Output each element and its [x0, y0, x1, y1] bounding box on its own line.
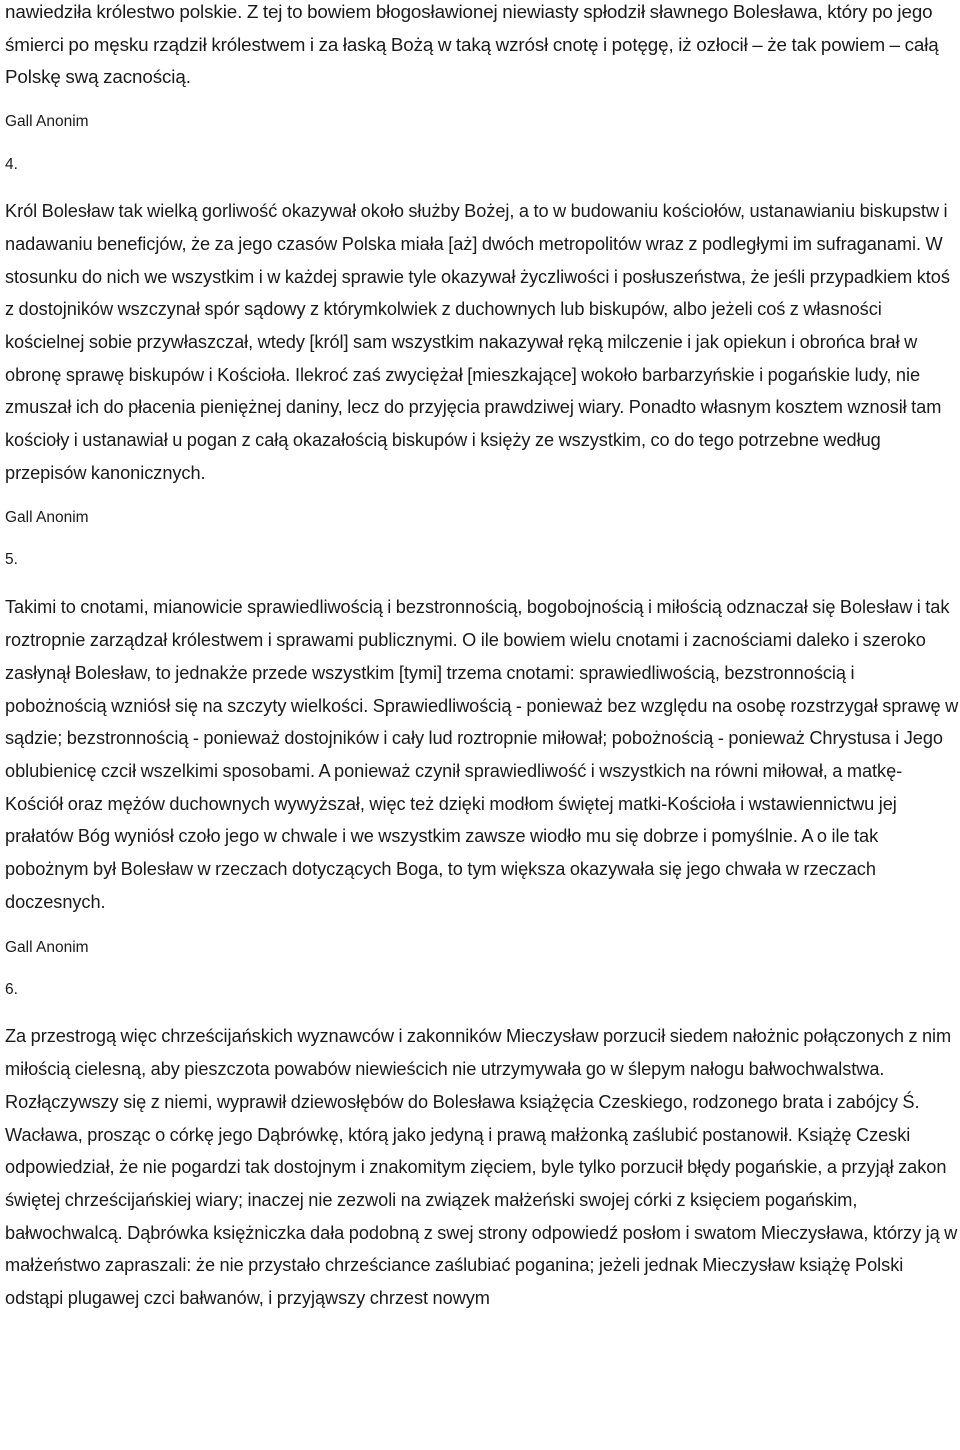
section-3-text: nawiedziła królestwo polskie. Z tej to bowiem błogosławionej niewiasty spłodził sławnego Bolesława, który po jego śmierci po męsku rządził królestwem i za łaską Bożą w taką wzrósł cnotę i potęgę, iż ozłocił – że tak powiem – całą Polskę swą zacnością. — [5, 1, 939, 88]
section-4-number: 4. — [5, 156, 18, 174]
section-4-author: Gall Anonim — [5, 509, 89, 527]
document-page — [5, 0, 960, 1315]
section-6-number: 6. — [5, 981, 18, 999]
section-5-author: Gall Anonim — [5, 939, 89, 957]
section-5-number: 5. — [5, 551, 18, 569]
section-4-text: Król Bolesław tak wielką gorliwość okazywał około służby Bożej, a to w budowaniu kościołów, ustanawianiu biskupstw i nadawaniu beneficjów, że za jego czasów Polska miała [aż] dwóch metropolitów wraz z podległymi im sufraganami. W stosunku do nich we wszystkim i w każdej sprawie tyle okazywał życzliwości i posłuszeństwa, że jeśli przypadkiem ktoś z dostojników wszczynał spór sądowy z którymkolwiek z duchownych lub biskupów, albo jeżeli coś z własności kościelnej sobie przywłaszczał, wtedy [król] sam wszystkim nakazywał ręką milczenie i jak opiekun i obrońca brał w obronę sprawę biskupów i Kościoła. Ilekroć zaś zwyciężał [mieszkające] wokoło barbarzyńskie i pogańskie ludy, nie zmuszał ich do płacenia pieniężnej daniny, lecz do przyjęcia prawdziwej wiary. Ponadto własnym kosztem wznosił tam kościoły i ustanawiał u pogan z całą okazałością biskupów i księży ze wszystkim, co do tego potrzebne według przepisów kanonicznych. — [5, 201, 950, 483]
section-3-author: Gall Anonim — [5, 113, 89, 131]
section-5-text: Takimi to cnotami, mianowicie sprawiedliwością i bezstronnością, bogobojnością i miłością odznaczał się Bolesław i tak roztropnie zarządzał królestwem i sprawami publicznymi. O ile bowiem wielu cnotami i zacnościami daleko i szeroko zasłynął Bolesław, to jednakże przede wszystkim [tymi] trzema cnotami: sprawiedliwością, bezstronnością i pobożnością wzniósł się na szczyty wielkości. Sprawiedliwością - ponieważ bez względu na osobę rozstrzygał sprawę w sądzie; bezstronnością - ponieważ dostojników i cały lud roztropnie miłował; pobożnością - ponieważ Chrystusa i Jego oblubienicę czcił wszelkimi sposobami. A ponieważ czynił sprawiedliwość i wszystkich na równi miłował, a matkę-Kościół oraz mężów duchownych wywyższał, więc też dzięki modłom świętej matki-Kościoła i wstawiennictwu jej prałatów Bóg wyniósł czoło jego w chwale i we wszystkim zawsze wiodło mu się dobrze i pomyślnie. A o ile tak pobożnym był Bolesław w rzeczach dotyczących Boga, to tym większa okazywała się jego chwała w rzeczach doczesnych. — [5, 597, 959, 912]
section-6-text: Za przestrogą więc chrześcijańskich wyznawców i zakonników Mieczysław porzucił siedem nałożnic połączonych z nim miłością cielesną, aby pieszczota powabów niewieścich nie utrzymywała go w ślepym nałogu bałwochwalstwa. Rozłączywszy się z niemi, wyprawił dziewosłębów do Bolesława książęcia Czeskiego, rodzonego brata i zabójcy Ś. Wacława, prosząc o córkę jego Dąbrówkę, którą jako jedyną i prawą małżonką zaślubić postanowił. Książę Czeski odpowiedział, że nie pogardzi tak dostojnym i znakomitym zięciem, byle tylko porzucił błędy pogańskie, a przyjął zakon świętej chrześcijańskiej wiary; inaczej nie zezwoli na związek małżeński swojej córki z księciem pogańskim, bałwochwalcą. Dąbrówka księżniczka dała podobną z swej strony odpowiedź posłom i swatom Mieczysława, którzy ją w małżeństwo zapraszali: że nie przystało chrześciance zaślubiać poganina; jeżeli jednak Mieczysław książę Polski odstąpi plugawej czci bałwanów, i przyjąwszy chrzest nowym — [5, 1026, 958, 1309]
